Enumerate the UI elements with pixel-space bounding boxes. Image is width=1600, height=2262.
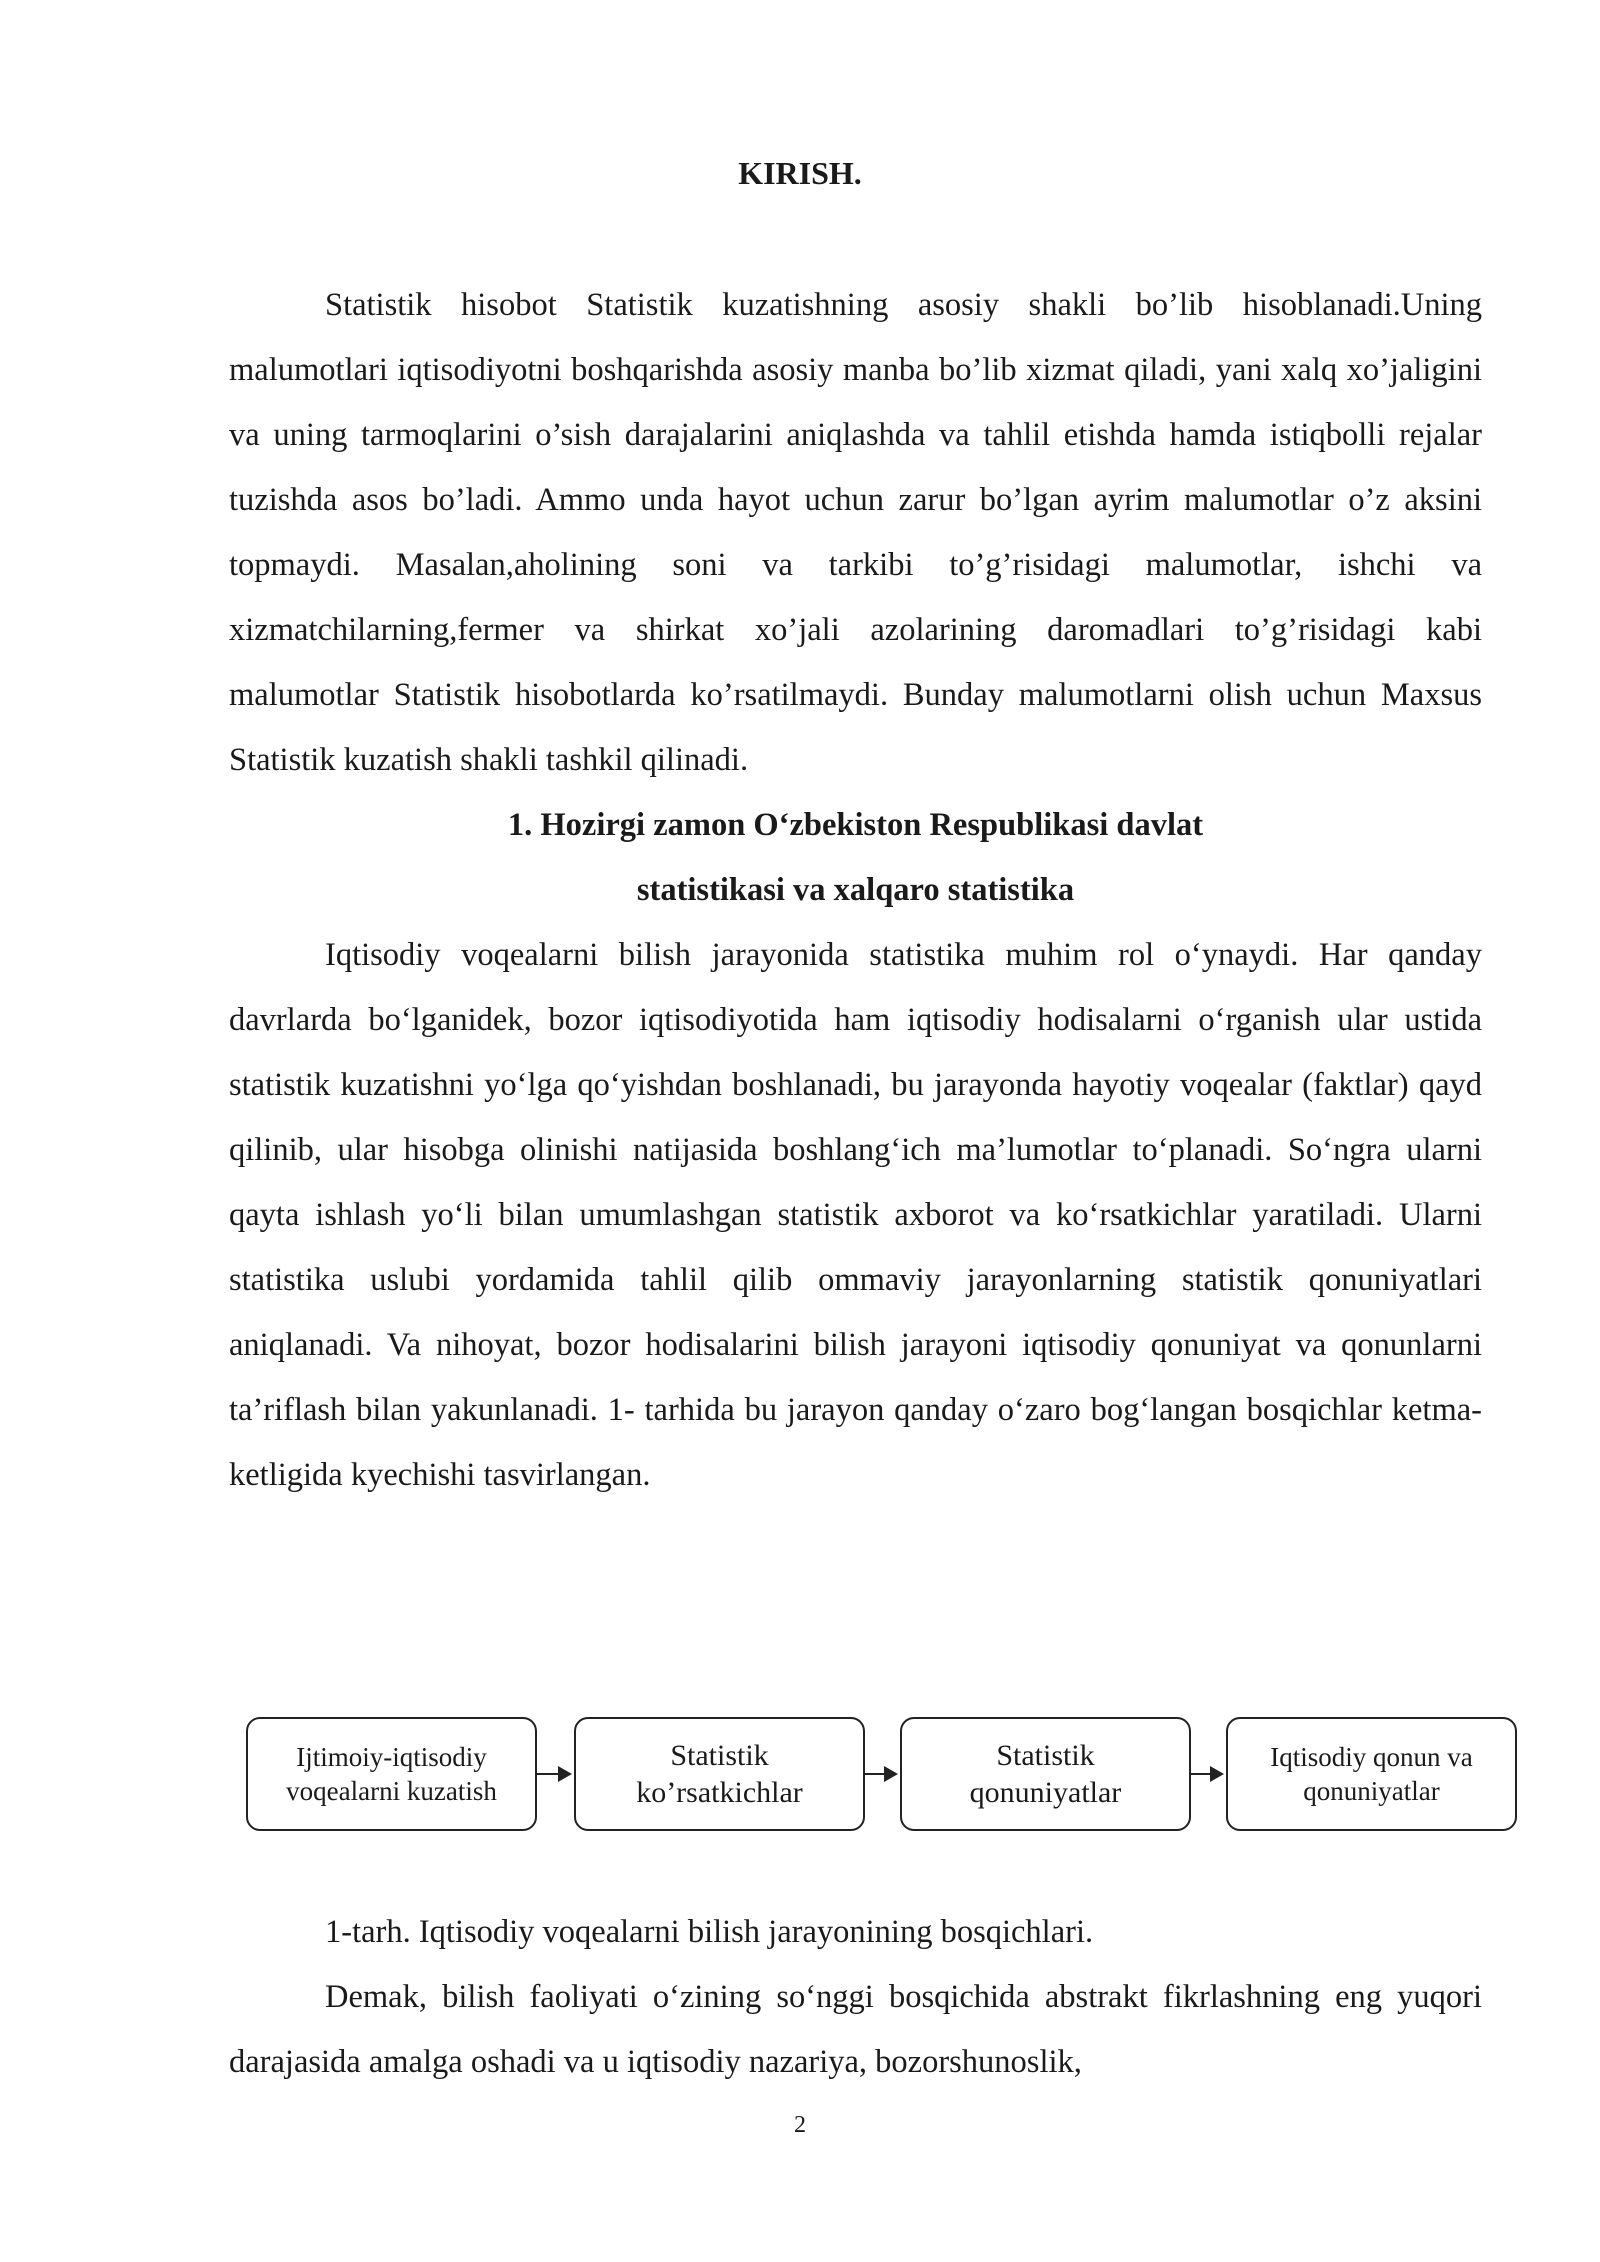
caption-and-closing-text <box>229 1900 1482 2095</box>
page-number: 2 <box>794 2112 806 2138</box>
body-text <box>229 273 1482 1508</box>
diagram-step-observation <box>246 1717 537 1831</box>
diagram-step-label: voqealarni kuzatish <box>286 1776 497 1806</box>
diagram-step-economic-laws <box>1226 1717 1517 1831</box>
diagram-step-label: ko’rsatkichlar <box>636 1776 803 1809</box>
arrow-right-icon <box>537 1773 570 1775</box>
diagram-step-label: Iqtisodiy qonun va <box>1270 1742 1473 1772</box>
section-heading-line-1: 1. Hozirgi zamon O‘zbekiston Respublikasi davlat <box>507 807 1204 843</box>
process-flow-diagram <box>243 1715 1519 1840</box>
figure-caption: 1-tarh. Iqtisodiy voqealarni bilish jarayonining bosqichlari. <box>325 1914 1094 1950</box>
arrow-right-icon <box>865 1773 896 1775</box>
intro-paragraph: Statistik hisobot Statistik kuzatishning asosiy shakli bo’lib hisoblanadi.Uning malumotlari iqtisodiyotni boshqarishda asosiy manba bo’lib xizmat qiladi, yani xalq xo’jaligini va uning tarmoqlarini o’sish darajalarini aniqlashda va tahlil etishda hamda istiqbolli rejalar tuzishda asos bo’ladi. Ammo unda hayot uchun zarur bo’lgan ayrim malumotlar o’z aksini topmaydi. Masalan,aholining soni va tarkibi to’g’risidagi malumotlar, ishchi va xizmatchilarning,fermer va shirkat xo’jali azolarining daromadlari to’g’risidagi kabi malumotlar Statistik hisobotlarda ko’rsatilmaydi. Bunday malumotlarni olish uchun Maxsus Statistik kuzatish shakli tashkil qilinadi. <box>229 287 1482 778</box>
arrow-right-icon <box>1191 1773 1222 1775</box>
diagram-step-label: qonuniyatlar <box>1303 1776 1440 1806</box>
diagram-step-label: Statistik <box>670 1739 769 1772</box>
diagram-step-label: Ijtimoiy-iqtisodiy <box>296 1742 487 1772</box>
diagram-step-label: qonuniyatlar <box>969 1776 1122 1809</box>
closing-paragraph: Demak, bilish faoliyati o‘zining so‘nggi bosqichida abstrakt fikrlashning eng yuqori darajasida amalga oshadi va u iqtisodiy nazariya, bozorshunoslik, <box>229 1979 1482 2080</box>
page-title: KIRISH. <box>738 155 862 191</box>
section-heading-line-2: statistikasi va xalqaro statistika <box>636 872 1075 908</box>
diagram-step-regularities <box>900 1717 1191 1831</box>
diagram-step-label: Statistik <box>996 1739 1095 1772</box>
diagram-step-indicators <box>574 1717 865 1831</box>
section-paragraph: Iqtisodiy voqealarni bilish jarayonida statistika muhim rol o‘ynaydi. Har qanday davrlarda bo‘lganidek, bozor iqtisodiyotida ham iqtisodiy hodisalarni o‘rganish ular ustida statistik kuzatishni yo‘lga qo‘yishdan boshlanadi, bu jarayonda hayotiy voqealar (faktlar) qayd qilinib, ular hisobga olinishi natijasida boshlang‘ich ma’lumotlar to‘planadi. So‘ngra ularni qayta ishlash yo‘li bilan umumlashgan statistik axborot va ko‘rsatkichlar yaratiladi. Ularni statistika uslubi yordamida tahlil qilib ommaviy jarayonlarning statistik qonuniyatlari aniqlanadi. Va nihoyat, bozor hodisalarini bilish jarayoni iqtisodiy qonuniyat va qonunlarni ta’riflash bilan yakunlanadi. 1- tarhida bu jarayon qanday o‘zaro bog‘langan bosqichlar ketma-ketligida kyechishi tasvirlangan. <box>229 937 1482 1493</box>
